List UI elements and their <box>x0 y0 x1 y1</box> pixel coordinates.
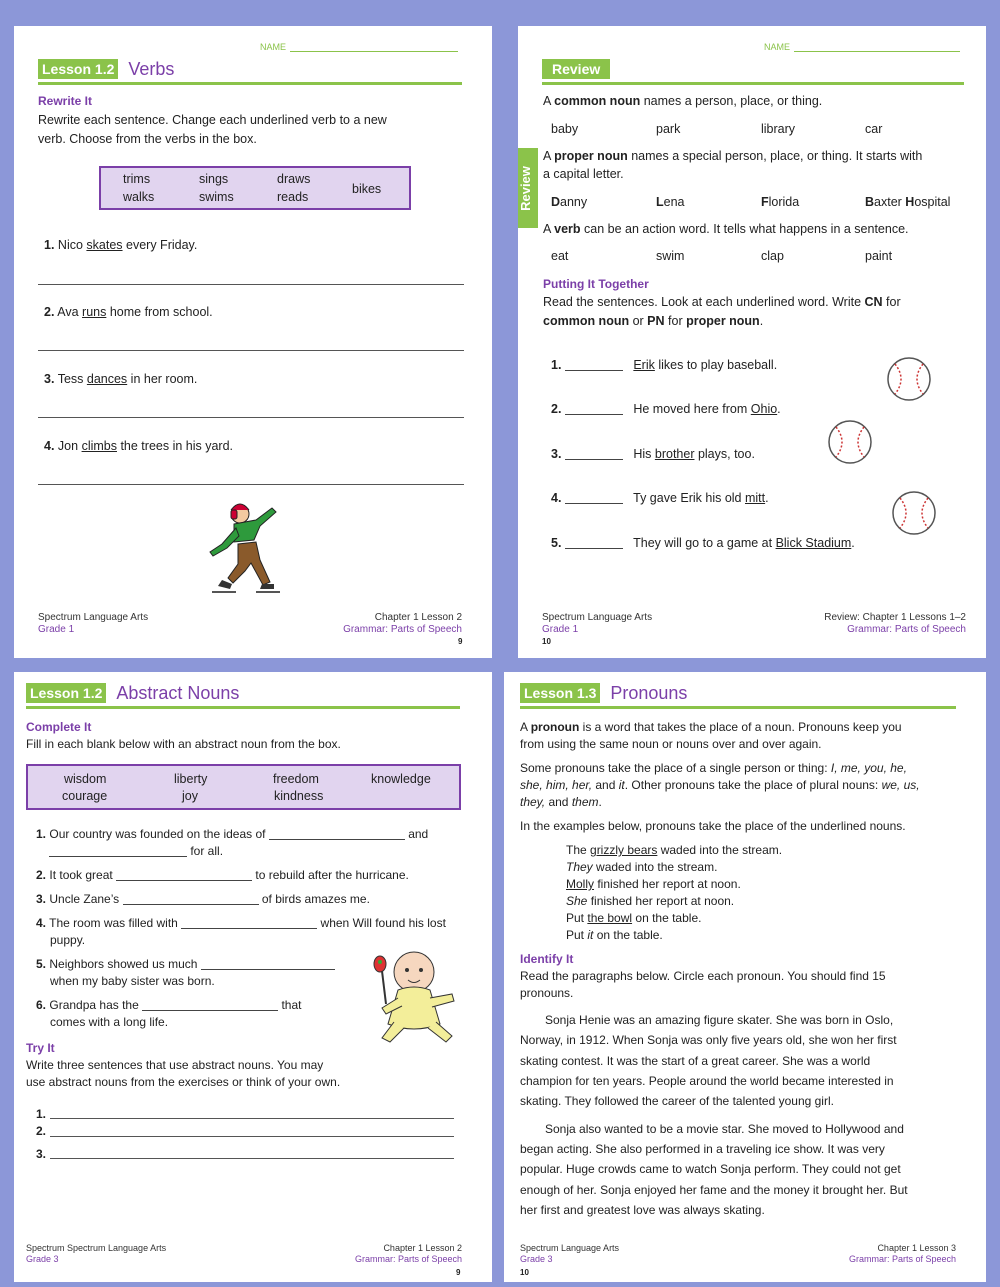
abstract-noun-word-box <box>26 764 461 810</box>
examples-intro: In the examples below, pronouns take the place of the underlined nouns. <box>520 819 906 833</box>
answer-blank[interactable] <box>142 1010 278 1011</box>
answer-blank[interactable] <box>49 856 187 857</box>
common-noun-definition: A common noun names a person, place, or thing. <box>543 94 823 108</box>
instructions-line-2: pronouns. <box>520 986 574 1000</box>
answer-blank[interactable] <box>181 928 317 929</box>
word: freedom <box>273 772 319 786</box>
answer-blank[interactable] <box>565 503 623 504</box>
try-item-number: 1. <box>36 1107 47 1121</box>
exercise-item: 4. Ty gave Erik his old mitt. <box>551 491 769 505</box>
answer-blank[interactable] <box>565 459 623 460</box>
name-field <box>260 42 458 52</box>
instructions-line-1: Write three sentences that use abstract nouns. You may <box>26 1058 324 1072</box>
exercise-item: 1. Nico skates every Friday. <box>44 238 198 252</box>
footer-left: Spectrum Language Arts Grade 1 <box>38 612 149 635</box>
example-word: library <box>761 122 796 136</box>
example-word: park <box>656 122 681 136</box>
paragraph-line: Norway, in 1912. When Sonja was only five years old, she won her first <box>520 1033 897 1047</box>
pronoun-info-3: they, and them. <box>520 795 602 809</box>
page-number: 10 <box>520 1268 529 1277</box>
paragraph-line: began acting. She also performed in a traveling ice show. It was very <box>520 1142 885 1156</box>
exercise-item-cont: comes with a long life. <box>50 1015 169 1029</box>
worksheet-page-review <box>518 26 986 658</box>
word: swims <box>199 190 234 204</box>
instructions-line-1: Read the sentences. Look at each underlined word. Write CN for <box>543 295 901 309</box>
word: wisdom <box>64 772 107 786</box>
answer-blank[interactable] <box>269 839 405 840</box>
name-label: NAME <box>764 42 791 52</box>
answer-line[interactable] <box>38 484 464 485</box>
exercise-item-cont: for all. <box>49 843 223 860</box>
paragraph-line: enough of her. Sonja enjoyed her fame and the money it brought her. But <box>520 1183 908 1197</box>
example-word: Lena <box>656 195 685 209</box>
example-sentence: She finished her report at noon. <box>566 894 735 908</box>
exercise-item: 4. The room was filled with when Will found his lost <box>36 916 446 930</box>
lesson-tag: Lesson 1.2 <box>38 59 118 79</box>
worksheet-page-pronouns <box>504 672 986 1282</box>
lesson-tag: Lesson 1.3 <box>520 683 600 703</box>
instructions-line-1: Read the paragraphs below. Circle each pronoun. You should find 15 <box>520 969 886 983</box>
word: liberty <box>174 772 208 786</box>
answer-blank[interactable] <box>201 969 335 970</box>
word: reads <box>277 190 309 204</box>
answer-blank[interactable] <box>565 414 623 415</box>
lesson-header <box>542 58 610 80</box>
exercise-item: 2. Ava runs home from school. <box>44 305 213 319</box>
answer-blank[interactable] <box>565 548 623 549</box>
word: draws <box>277 172 311 186</box>
proper-noun-definition-2: a capital letter. <box>543 167 624 181</box>
lesson-header <box>520 682 687 704</box>
footer-left: Spectrum Language Arts Grade 1 <box>542 612 653 635</box>
lesson-header <box>38 58 174 80</box>
answer-line[interactable] <box>38 350 464 351</box>
answer-blank[interactable] <box>116 880 252 881</box>
footer-right: Chapter 1 Lesson 2 Grammar: Parts of Speech <box>343 612 462 635</box>
example-word: swim <box>656 249 685 263</box>
paragraph-line: skating. They followed the career of the talented young girl. <box>520 1094 834 1108</box>
answer-blank[interactable] <box>123 904 259 905</box>
page-number: 9 <box>456 1268 461 1277</box>
verb-word-box <box>99 166 411 210</box>
example-word: paint <box>865 249 893 263</box>
exercise-item: 1. Erik likes to play baseball. <box>551 358 778 372</box>
answer-line[interactable] <box>50 1158 454 1159</box>
lesson-title: Abstract Nouns <box>116 682 240 703</box>
section-heading: Identify It <box>520 952 574 966</box>
section-heading: Putting It Together <box>543 277 649 291</box>
exercise-item: 5. Neighbors showed us much <box>36 956 335 973</box>
footer-right: Chapter 1 Lesson 2 Grammar: Parts of Speech <box>354 1243 462 1264</box>
exercise-item: 3. Uncle Zane’s of birds amazes me. <box>36 892 370 906</box>
header-rule <box>542 82 964 85</box>
exercise-item: 5. They will go to a game at Blick Stadium. <box>551 536 855 550</box>
example-word: Baxter Hospital <box>865 195 951 209</box>
exercise-item-cont: puppy. <box>50 933 86 947</box>
pronoun-info-2: she, him, her, and it. Other pronouns take the place of plural nouns: we, us, <box>520 778 920 792</box>
example-sentence: Put it on the table. <box>566 928 663 942</box>
header-rule <box>38 82 462 85</box>
header-rule <box>520 706 956 709</box>
answer-blank[interactable] <box>565 370 623 371</box>
answer-line[interactable] <box>38 284 464 285</box>
name-label: NAME <box>260 42 287 52</box>
example-sentence: The grizzly bears waded into the stream. <box>566 843 783 857</box>
word: knowledge <box>371 772 431 786</box>
header-rule <box>26 706 460 709</box>
worksheet-page-verbs <box>14 26 492 658</box>
answer-line[interactable] <box>50 1118 454 1119</box>
exercise-item: 1. Our country was founded on the ideas of and <box>36 827 429 841</box>
instructions-line-1: Rewrite each sentence. Change each underlined verb to a new <box>38 113 387 127</box>
pronoun-definition: A pronoun is a word that takes the place of a noun. Pronouns keep you <box>520 720 902 734</box>
lesson-title: Pronouns <box>610 682 688 703</box>
section-heading: Try It <box>26 1041 55 1055</box>
exercise-item: 3. Tess dances in her room. <box>44 372 198 386</box>
section-heading: Rewrite It <box>38 94 93 108</box>
example-sentence: Put the bowl on the table. <box>566 911 702 925</box>
example-word: car <box>865 122 883 136</box>
paragraph-line: Sonja also wanted to be a movie star. She moved to Hollywood and <box>545 1122 904 1136</box>
skater-illustration <box>204 500 294 596</box>
page-number: 9 <box>458 637 463 646</box>
baby-illustration <box>370 948 466 1046</box>
paragraph-line: her first and greatest love was always skating. <box>520 1203 765 1217</box>
lesson-header <box>26 682 239 704</box>
instructions-line-2: use abstract nouns from the exercises or think of your own. <box>26 1075 341 1089</box>
word: walks <box>123 190 155 204</box>
example-word: clap <box>761 249 784 263</box>
lesson-tag: Lesson 1.2 <box>26 683 106 703</box>
worksheet-page-abstract-nouns <box>14 672 492 1282</box>
example-word: baby <box>551 122 579 136</box>
word: trims <box>123 172 151 186</box>
example-word: Danny <box>551 195 588 209</box>
exercise-item-cont: when my baby sister was born. <box>50 974 215 988</box>
example-word: Florida <box>761 195 800 209</box>
name-field <box>764 42 960 52</box>
word: courage <box>62 789 108 803</box>
try-item-number: 3. <box>36 1147 47 1161</box>
verb-definition: A verb can be an action word. It tells what happens in a sentence. <box>543 222 909 236</box>
proper-noun-definition: A proper noun names a special person, place, or thing. It starts with <box>543 149 923 163</box>
example-word: eat <box>551 249 569 263</box>
page-number: 10 <box>542 637 551 646</box>
instructions-line-2: verb. Choose from the verbs in the box. <box>38 132 257 146</box>
word: joy <box>182 789 198 803</box>
exercise-item: 4. Jon climbs the trees in his yard. <box>44 439 234 453</box>
lesson-title: Verbs <box>128 58 175 79</box>
instructions-line-2: common noun or PN for proper noun. <box>543 314 764 328</box>
example-sentence: They waded into the stream. <box>566 860 718 874</box>
word: kindness <box>274 789 324 803</box>
word: sings <box>199 172 229 186</box>
footer-right: Chapter 1 Lesson 3 Grammar: Parts of Speech <box>848 1243 956 1264</box>
answer-line[interactable] <box>38 417 464 418</box>
pronoun-info-1: Some pronouns take the place of a single person or thing: I, me, you, he, <box>520 761 907 775</box>
instructions: Fill in each blank below with an abstract noun from the box. <box>26 737 341 751</box>
word: bikes <box>352 182 382 196</box>
baseball-icon <box>827 419 873 465</box>
exercise-item: 3. His brother plays, too. <box>551 447 755 461</box>
footer-right: Review: Chapter 1 Lessons 1–2 Grammar: Parts of Speech <box>824 612 966 635</box>
lesson-tag: Review <box>542 59 610 79</box>
section-heading: Complete It <box>26 720 92 734</box>
baseball-icon <box>886 356 932 402</box>
pronoun-definition-2: from using the same noun or nouns over and over again. <box>520 737 822 751</box>
baseball-icon <box>891 490 937 536</box>
paragraph-line: popular. Huge crowds came to watch Sonja perform. They could not get <box>520 1162 901 1176</box>
footer-left: Spectrum Spectrum Language Arts Grade 3 <box>26 1243 167 1264</box>
example-sentence: Molly finished her report at noon. <box>566 877 741 891</box>
footer-left: Spectrum Language Arts Grade 3 <box>520 1243 620 1264</box>
exercise-item: 2. It took great to rebuild after the hurricane. <box>36 868 409 882</box>
exercise-item: 6. Grandpa has the that <box>36 998 302 1012</box>
paragraph-line: champion for ten years. People around the world became interested in <box>520 1074 894 1088</box>
paragraph-line: skating contest. It was the start of a great career. She was a world <box>520 1054 871 1068</box>
try-item-number: 2. <box>36 1124 47 1138</box>
review-side-tab: Review <box>518 148 538 228</box>
paragraph-line: Sonja Henie was an amazing figure skater. She was born in Oslo, <box>545 1013 894 1027</box>
exercise-item: 2. He moved here from Ohio. <box>551 402 781 416</box>
answer-line[interactable] <box>50 1136 454 1137</box>
